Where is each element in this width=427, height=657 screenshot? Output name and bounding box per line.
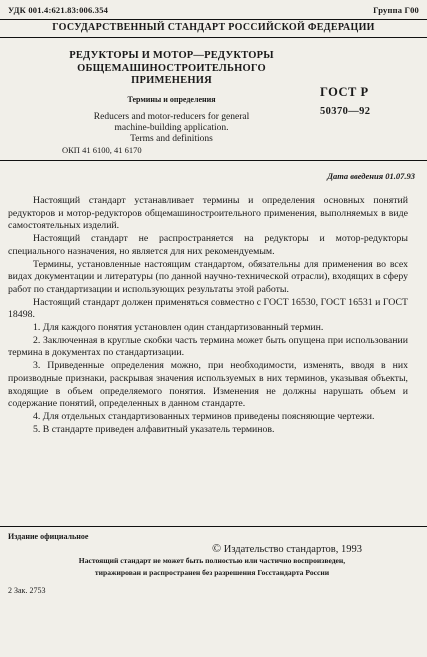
order-number: 2 Зак. 2753	[8, 586, 46, 595]
header-top-rule	[0, 19, 427, 20]
english-title-line: machine-building application.	[114, 122, 229, 133]
gost-number: 50370—92	[320, 106, 371, 117]
paragraph: 1. Для каждого понятия установлен один стандартизованный термин.	[33, 322, 324, 334]
copyright-text: Издательство стандартов, 1993	[223, 544, 362, 555]
copyright	[212, 541, 362, 556]
paragraph: 5. В стандарте приведен алфавитный указатель терминов.	[33, 423, 275, 435]
header-bottom-rule	[0, 37, 427, 38]
reproduction-notice	[12, 555, 412, 578]
paragraph: 4. Для отдельных стандартизованных терминов приведены поясняющие чертежи.	[33, 410, 375, 422]
russian-subtitle: Термины и определения	[127, 94, 216, 104]
okp-codes: ОКП 41 6100, 41 6170	[62, 145, 142, 155]
paragraph: 2. Заключенная в круглые скобки часть термина может быть опущена при использовании термина в документах по стандартизации.	[8, 334, 408, 359]
paragraph: Настоящий стандарт должен применяться совместно с ГОСТ 16530, ГОСТ 16531 и ГОСТ 18498.	[8, 296, 408, 321]
russian-title-line: ПРИМЕНЕНИЯ	[131, 75, 212, 86]
gost-designation	[320, 85, 370, 117]
group-code: Группа Г00	[373, 5, 419, 15]
notice-line: тиражирован и распространен без разрешения Госстандарта России	[94, 567, 330, 577]
title-block-rule	[0, 160, 427, 161]
paragraph: Настоящий стандарт не распространяется на редукторы и мотор-редукторы специального назначения, но является для них рекомендуемым.	[8, 233, 408, 257]
english-title	[44, 112, 299, 145]
paragraph: Настоящий стандарт устанавливает термины и определения основных понятий редукторов и мотор-редукторов общемашиностроительного применения, выполняемых в виде самостоятельных изделий.	[8, 195, 408, 232]
udc-code: УДК 001.4:621.83:006.354	[8, 5, 109, 15]
paragraph: Термины, установленные настоящим стандартом, обязательны для применения во всех видах документации и литературы (по данной научно-технической отрасли), входящих в сферу работ по стандартизации и использующих результаты этой работы.	[8, 258, 408, 295]
title-block	[44, 50, 299, 145]
copyright-symbol: ©	[212, 541, 222, 555]
russian-title-line: РЕДУКТОРЫ И МОТОР—РЕДУКТОРЫ	[69, 50, 274, 61]
document-body	[8, 195, 408, 436]
footer-rule	[0, 526, 427, 527]
english-title-line: Reducers and motor-reducers for general	[93, 111, 250, 122]
introduction-date: Дата введения 01.07.93	[327, 171, 415, 181]
russian-title-line: ОБЩЕМАШИНОСТРОИТЕЛЬНОГО	[77, 62, 266, 74]
standard-title: ГОСУДАРСТВЕННЫЙ СТАНДАРТ РОССИЙСКОЙ ФЕДЕРАЦИИ	[52, 22, 375, 33]
notice-line: Настоящий стандарт не может быть полностью или частично воспроизведен,	[78, 556, 346, 565]
russian-title	[44, 50, 299, 88]
english-title-line: Terms and definitions	[130, 133, 213, 144]
header-row	[8, 5, 419, 15]
edition-label: Издание официальное	[8, 532, 89, 541]
paragraph: 3. Приведенные определения можно, при необходимости, изменять, вводя в них производные признаки, раскрывая значения используемых в них терминов, указывая объекты, входящие в объем определяемого понятия. Изменения не должны нарушать объем и содержание понятий, определенных в данном стандарте.	[8, 360, 408, 410]
gost-code: ГОСТ Р	[320, 85, 369, 99]
